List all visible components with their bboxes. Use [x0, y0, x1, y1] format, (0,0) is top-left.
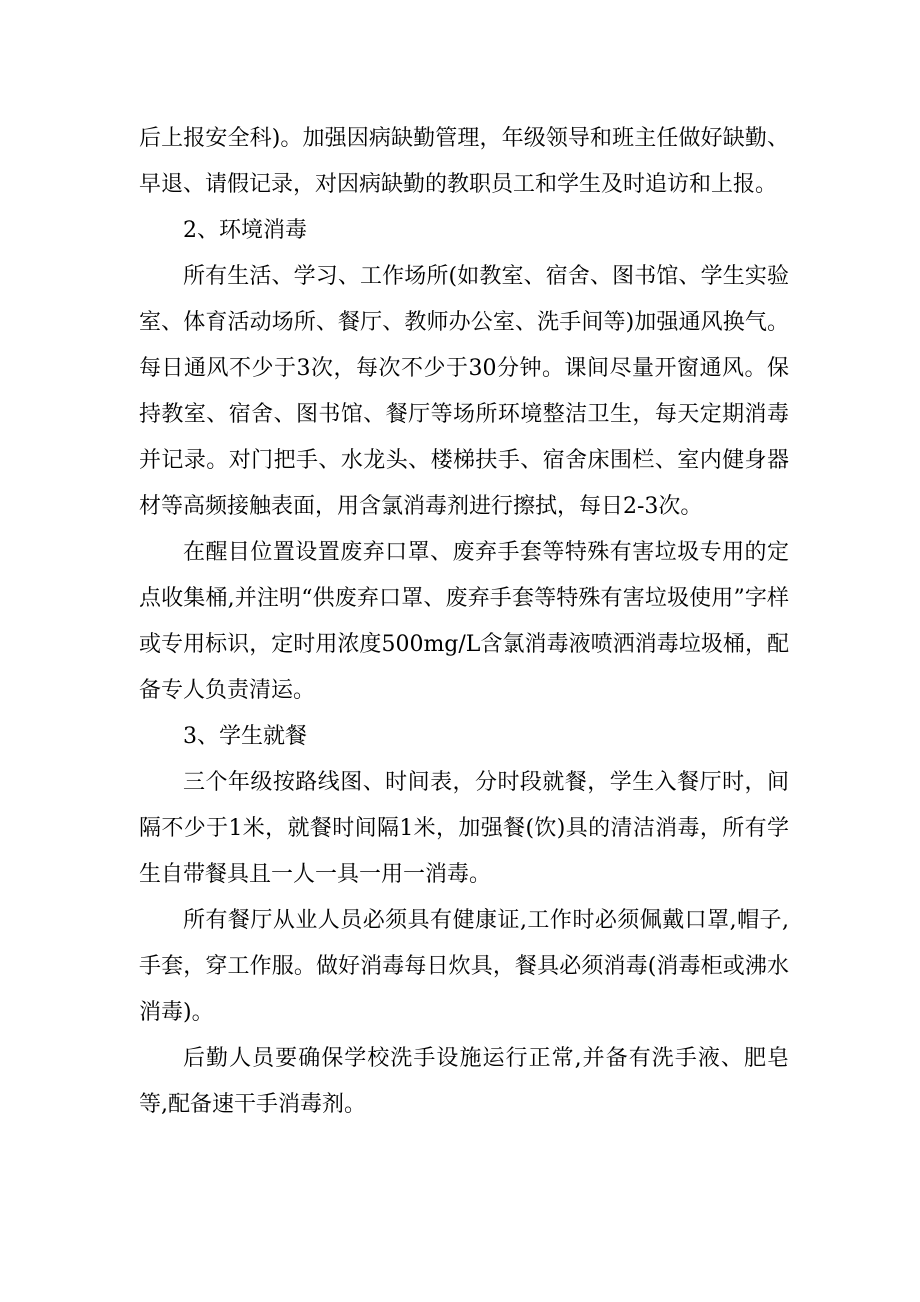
paragraph-handwashing: 后勤人员要确保学校洗手设施运行正常,并备有洗手液、肥皂等,配备速干手消毒剂。 — [139, 1046, 789, 1117]
section-heading-environment-disinfection: 2、环境消毒 — [183, 218, 307, 243]
paragraph-canteen-staff: 所有餐厅从业人员必须具有健康证,工作时必须佩戴口罩,帽子,手套，穿工作服。做好消毒每日炊具，餐具必须消毒(消毒柜或沸水消毒)。 — [139, 908, 789, 1025]
paragraph-dining-schedule: 三个年级按路线图、时间表，分时段就餐，学生入餐厅时，间隔不少于1米，就餐时间隔1米，加强餐(饮)具的清洁消毒，所有学生自带餐具且一人一具一用一消毒。 — [139, 770, 789, 887]
paragraph-ventilation: 所有生活、学习、工作场所(如教室、宿舍、图书馆、学生实验室、体育活动场所、餐厅、教师办公室、洗手间等)加强通风换气。每日通风不少于3次，每次不少于30分钟。课间尽量开窗通风。保持教室、宿舍、图书馆、餐厅等场所环境整洁卫生，每天定期消毒并记录。对门把手、水龙头、楼梯扶手、宿舍床围栏、室内健身器材等高频接触表面，用含氯消毒剂进行擦拭，每日2-3次。 — [139, 264, 789, 519]
document-body — [139, 116, 789, 1128]
section-heading-student-dining: 3、学生就餐 — [183, 724, 307, 749]
paragraph-waste-bins: 在醒目位置设置废弃口罩、废弃手套等特殊有害垃圾专用的定点收集桶,并注明“供废弃口罩、废弃手套等特殊有害垃圾使用”字样或专用标识，定时用浓度500mg/L含氯消毒液喷洒消毒垃圾桶，配备专人负责清运。 — [139, 540, 789, 703]
paragraph-continuation: 后上报安全科)。加强因病缺勤管理，年级领导和班主任做好缺勤、早退、请假记录，对因病缺勤的教职员工和学生及时追访和上报。 — [139, 126, 789, 197]
